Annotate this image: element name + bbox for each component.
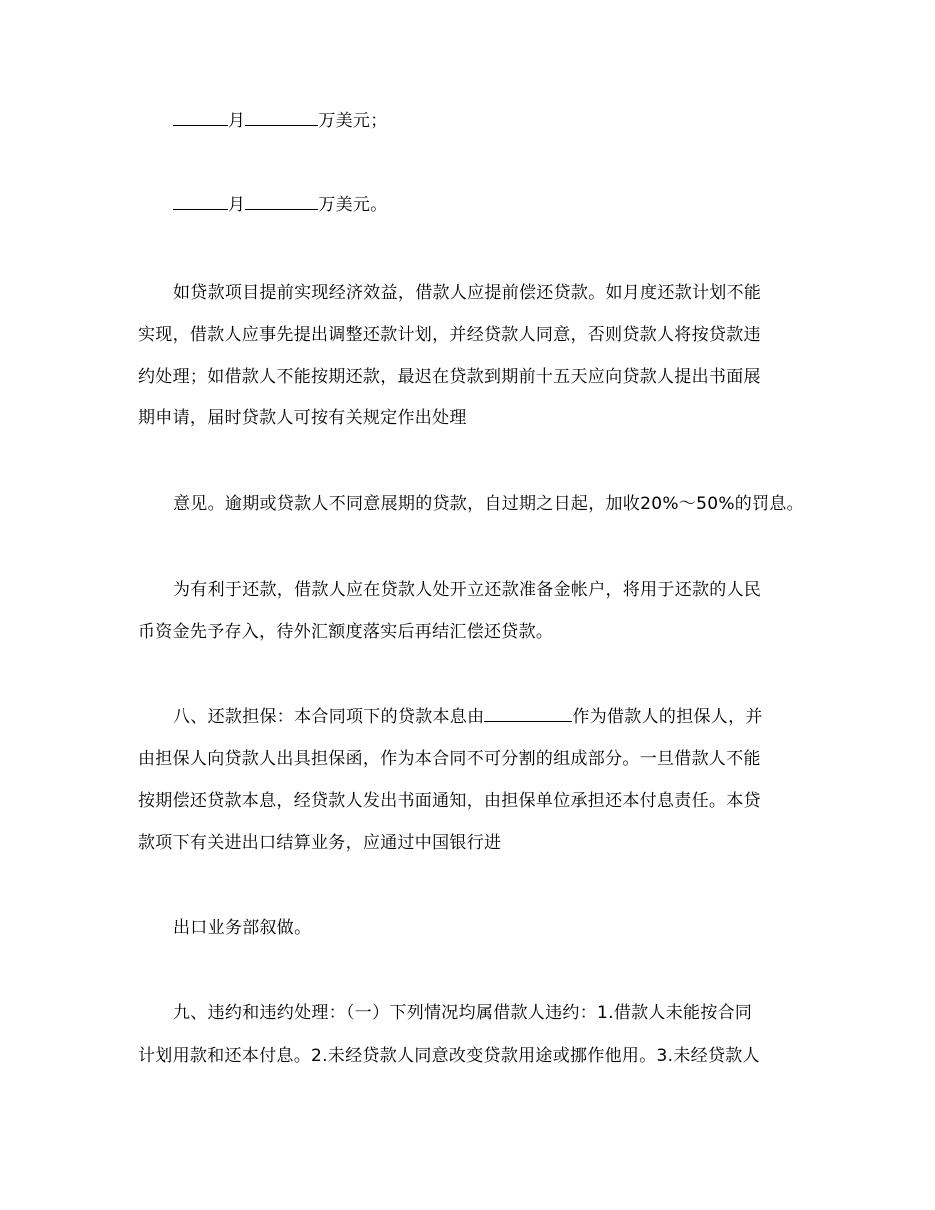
amount-label: 万美元。 xyxy=(318,195,388,215)
month-blank xyxy=(173,195,228,210)
early-repayment-paragraph-line: 实现，借款人应事先提出调整还款计划，并经贷款人同意，否则贷款人将按贷款违 xyxy=(138,325,761,345)
guarantee-clause-first-line xyxy=(173,706,763,728)
amount-blank xyxy=(245,111,318,126)
month-blank xyxy=(173,111,228,126)
repayment-schedule-line-1 xyxy=(173,110,388,132)
early-repayment-paragraph-line: 约处理；如借款人不能按期还款，最迟在贷款到期前十五天应向贷款人提出书面展 xyxy=(138,367,761,387)
early-repayment-paragraph-line: 如贷款项目提前实现经济效益，借款人应提前偿还贷款。如月度还款计划不能 xyxy=(173,283,762,303)
amount-blank xyxy=(245,195,318,210)
early-repayment-paragraph-line: 期申请，届时贷款人可按有关规定作出处理 xyxy=(138,408,467,428)
guarantee-clause-prefix: 八、还款担保：本合同项下的贷款本息由 xyxy=(173,707,485,727)
repayment-schedule-line-2 xyxy=(173,194,388,216)
guarantor-blank xyxy=(484,707,572,722)
reserve-account-paragraph-line: 为有利于还款，借款人应在贷款人处开立还款准备金帐户，将用于还款的人民 xyxy=(173,580,762,600)
guarantee-clause-line: 由担保人向贷款人出具担保函，作为本合同不可分割的组成部分。一旦借款人不能 xyxy=(138,749,761,769)
guarantee-clause-line: 款项下有关进出口结算业务，应通过中国银行进 xyxy=(138,833,502,853)
settlement-paragraph: 出口业务部叙做。 xyxy=(173,918,312,938)
default-clause-line: 九、违约和违约处理：（一）下列情况均属借款人违约：1.借款人未能按合同 xyxy=(173,1003,753,1023)
default-clause-line: 计划用款和还本付息。2.未经贷款人同意改变贷款用途或挪作他用。3.未经贷款人 xyxy=(138,1046,760,1066)
guarantee-clause-line: 按期偿还贷款本息，经贷款人发出书面通知，由担保单位承担还本付息责任。本贷 xyxy=(138,791,761,811)
guarantee-clause-suffix: 作为借款人的担保人，并 xyxy=(572,707,763,727)
month-label: 月 xyxy=(228,111,246,131)
reserve-account-paragraph-line: 币资金先予存入，待外汇额度落实后再结汇偿还贷款。 xyxy=(138,622,554,642)
month-label: 月 xyxy=(228,195,246,215)
penalty-interest-paragraph: 意见。逾期或贷款人不同意展期的贷款，自过期之日起，加收20%～50%的罚息。 xyxy=(173,494,804,514)
amount-label: 万美元； xyxy=(318,111,388,131)
